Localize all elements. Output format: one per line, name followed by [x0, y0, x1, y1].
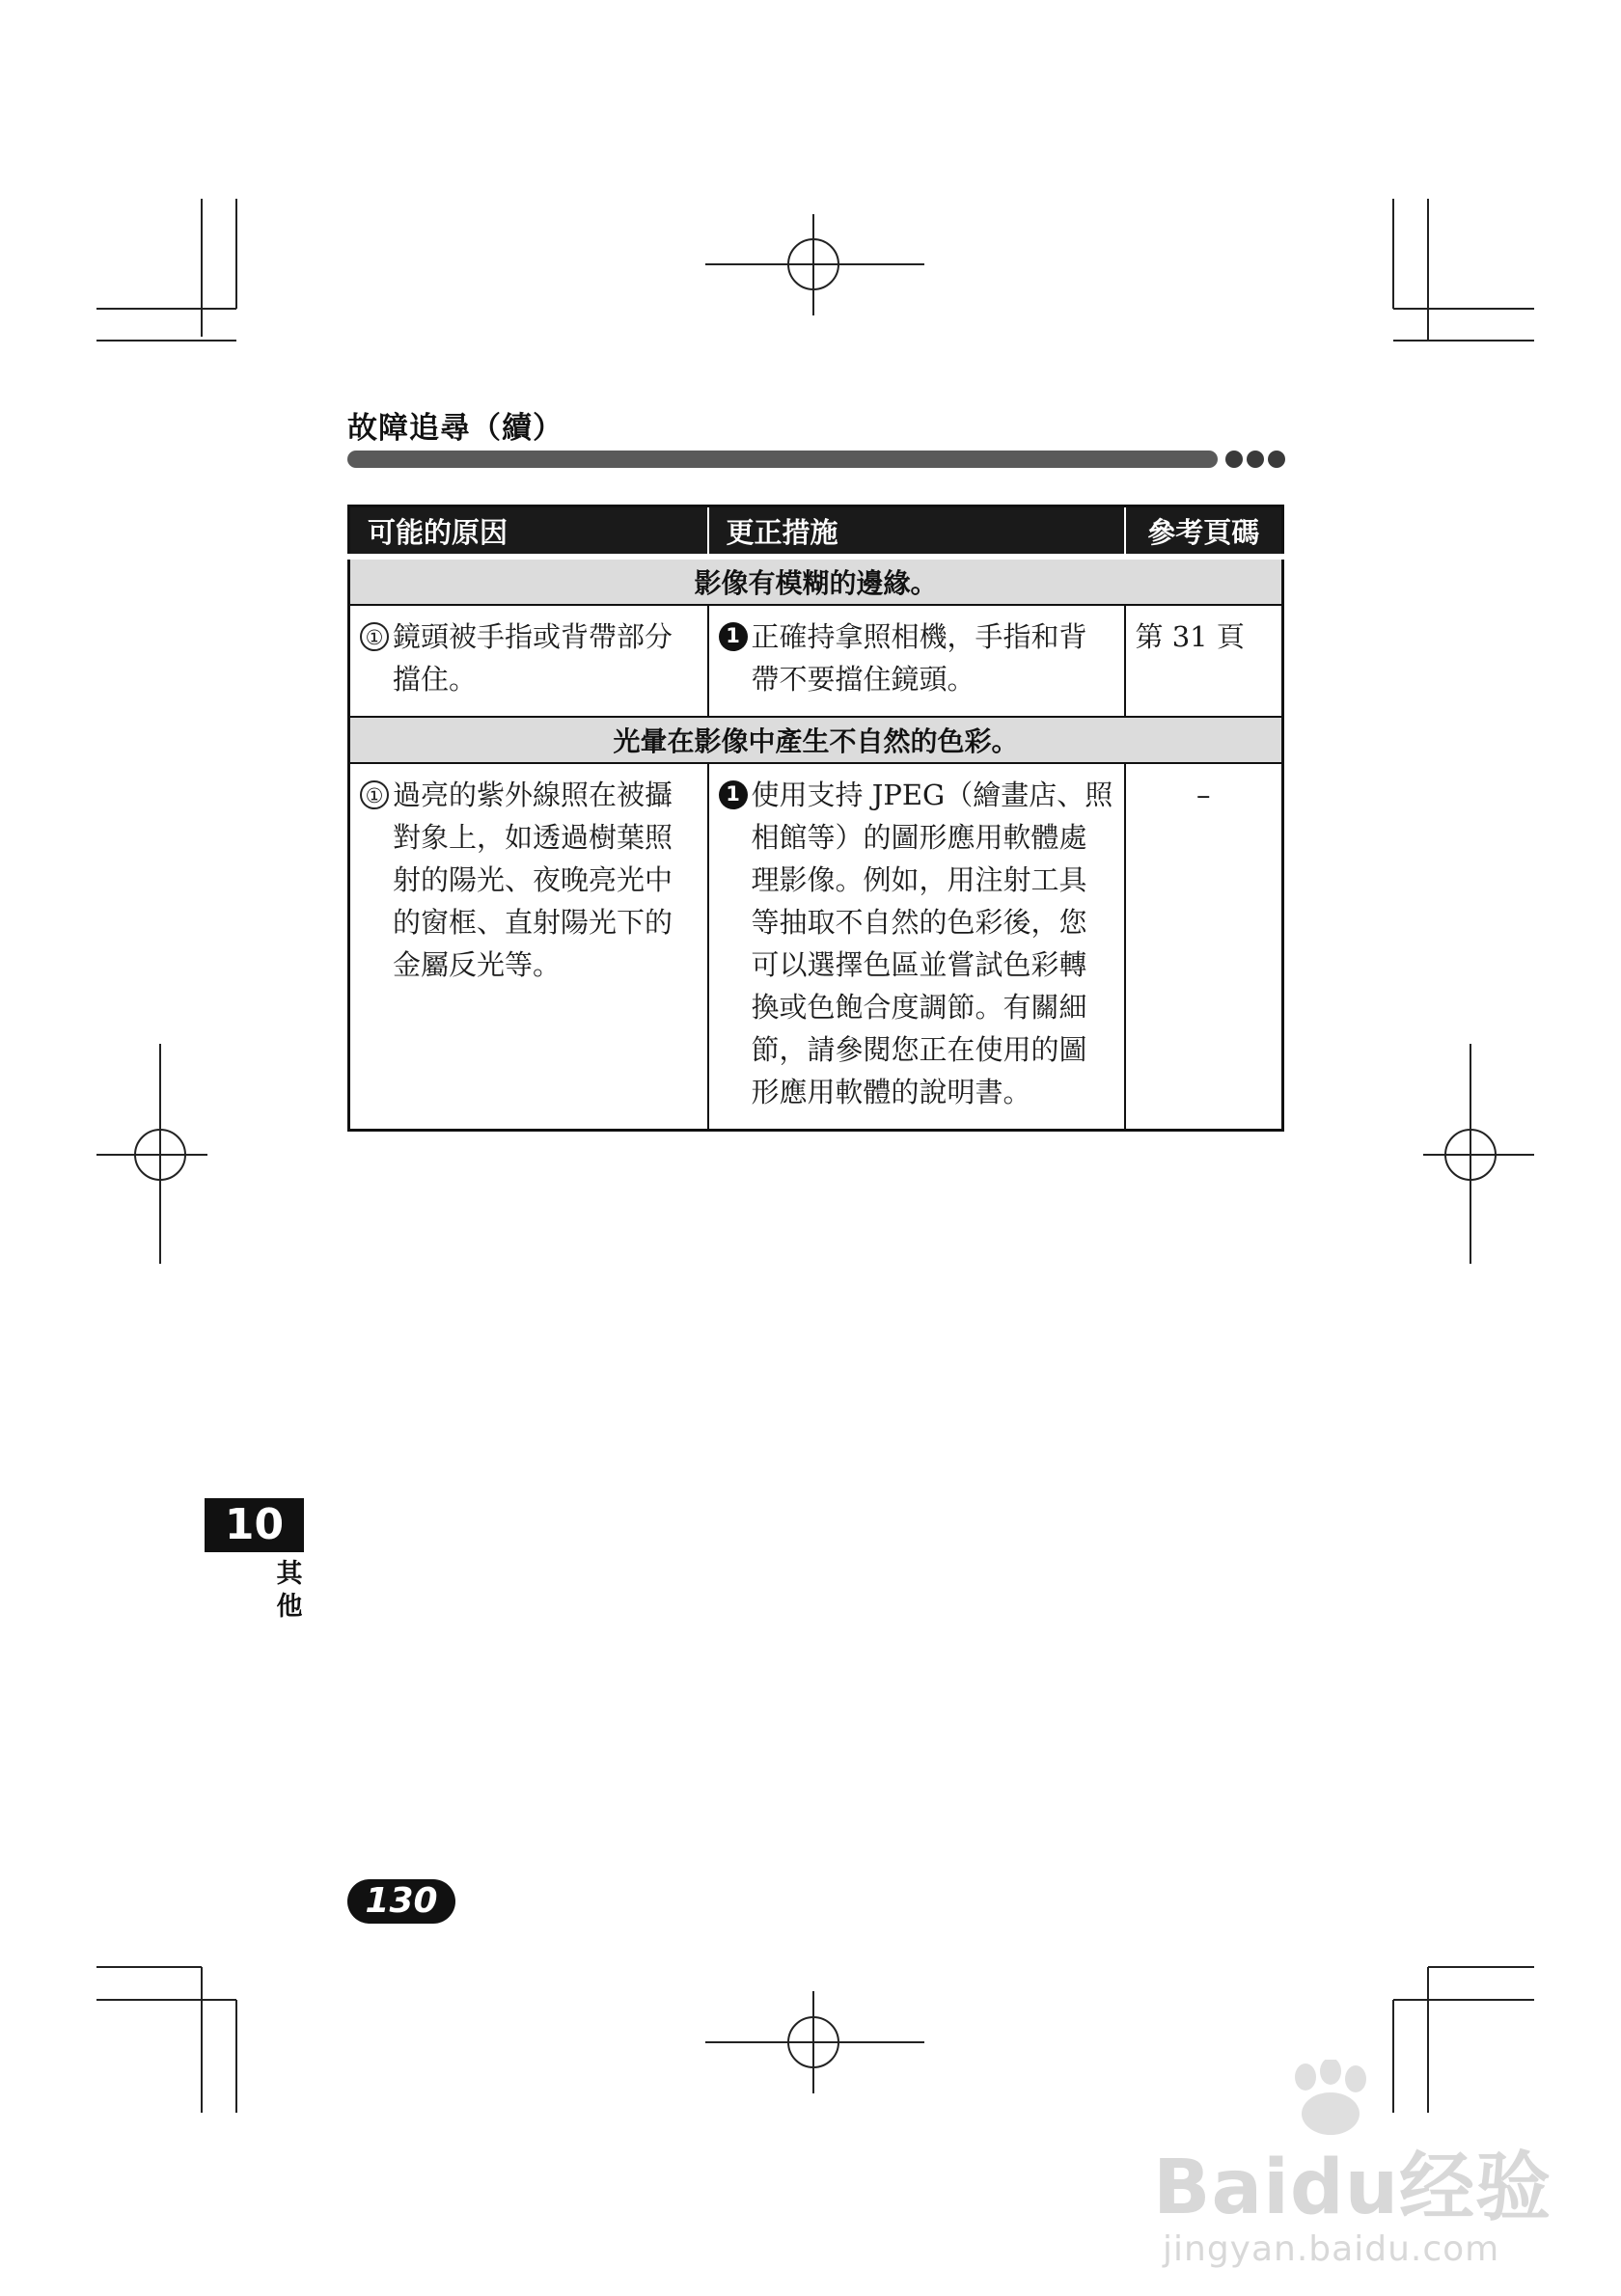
filled-circled-number-icon: 1: [719, 622, 748, 651]
baidu-watermark: [1153, 2060, 1558, 2282]
watermark-url: jingyan.baidu.com: [1163, 2229, 1500, 2269]
section-title: 光暈在影像中產生不自然的色彩。: [349, 717, 1283, 763]
troubleshooting-table: [347, 505, 1284, 1132]
page-title: 故障追尋（續）: [347, 411, 563, 446]
section-row: [349, 557, 1283, 605]
table-row: [349, 605, 1283, 717]
header-cause: 可能的原因: [349, 506, 708, 558]
section-row: [349, 717, 1283, 763]
action-cell: [708, 763, 1125, 1131]
table-header-row: [349, 506, 1283, 558]
cause-text: 過亮的紫外線照在被攝對象上，如透過樹葉照射的陽光、夜晚亮光中的窗框、直射陽光下的金屬反光等。: [393, 779, 673, 981]
circled-number-icon: ①: [360, 622, 389, 651]
chapter-label: 其他: [276, 1559, 303, 1622]
action-cell: [708, 605, 1125, 717]
paw-icon: [1277, 2060, 1383, 2137]
reference-cell: –: [1125, 763, 1283, 1131]
filled-circled-number-icon: 1: [719, 780, 748, 809]
action-text: 使用支持 JPEG（繪畫店、照相館等）的圖形應用軟體處理影像。例如，用注射工具等抽取不自然的色彩後，您可以選擇色區並嘗試色彩轉換或色飽合度調節。有關細節，請參閱您正在使用的圖形應用軟體的說明書。: [751, 779, 1113, 1108]
title-rule-bar: [347, 451, 1218, 468]
cause-cell: [349, 605, 708, 717]
section-title: 影像有模糊的邊緣。: [349, 557, 1283, 605]
reference-cell: 第 31 頁: [1125, 605, 1283, 717]
action-text: 正確持拿照相機，手指和背帶不要擋住鏡頭。: [751, 620, 1087, 696]
watermark-brand: Baidu经验: [1153, 2145, 1552, 2231]
chapter-number-tab: 10: [205, 1498, 304, 1552]
title-rule-dot: [1268, 451, 1285, 468]
page-number: 130: [347, 1879, 455, 1924]
header-reference: 參考頁碼: [1125, 506, 1283, 558]
cause-cell: [349, 763, 708, 1131]
circled-number-icon: ①: [360, 780, 389, 809]
title-rule-dot: [1247, 451, 1264, 468]
header-action: 更正措施: [708, 506, 1125, 558]
cause-text: 鏡頭被手指或背帶部分擋住。: [393, 620, 673, 696]
title-rule-dot: [1225, 451, 1243, 468]
table-row: [349, 763, 1283, 1131]
